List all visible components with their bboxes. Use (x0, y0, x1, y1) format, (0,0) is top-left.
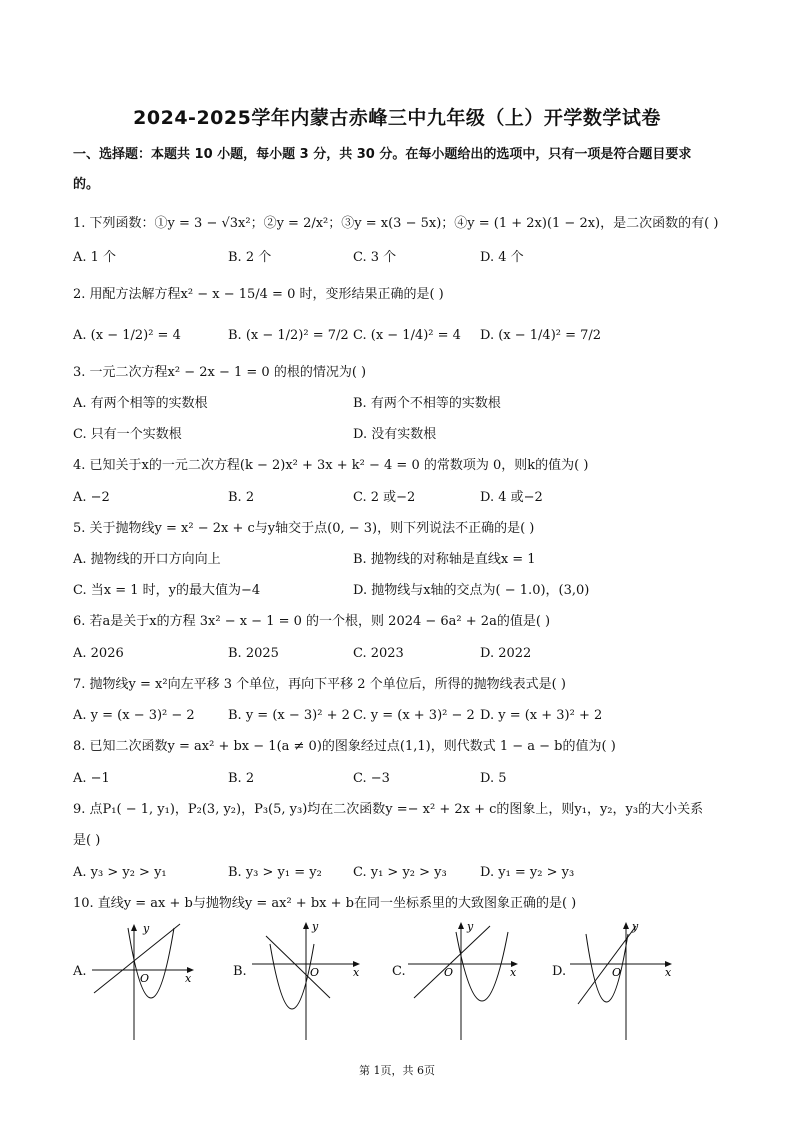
y-label: y (632, 920, 639, 933)
q1-option-a: A. 1 个 (73, 250, 117, 265)
x-label: x (185, 972, 192, 985)
parabola (456, 932, 508, 1001)
q3-option-b: B. 有两个不相等的实数根 (353, 396, 501, 411)
q10-option-d: D. (552, 964, 567, 979)
parabola (586, 934, 628, 1002)
line-graph (266, 936, 330, 998)
question-5: 5. 关于抛物线y = x² − 2x + c与y轴交于点(0, − 3)，则下列说法不正确的是( ) (73, 521, 535, 536)
q4-option-a: A. −2 (73, 490, 110, 505)
question-1: 1. 下列函数：①y = 3 − √3x²；②y = 2/x²；③y = x(3 − 5x)；④y = (1 + 2x)(1 − 2x)，是二次函数的有( ) (73, 216, 719, 231)
q5-option-a: A. 抛物线的开口方向向上 (73, 552, 221, 567)
q2-option-b: B. (x − 1/2)² = 7/2 (228, 328, 349, 343)
parabola (270, 944, 314, 1009)
y-arrow (623, 922, 629, 929)
q9-option-d: D. y₁ = y₂ > y₃ (480, 865, 575, 880)
q3-option-a: A. 有两个相等的实数根 (73, 396, 208, 411)
q2-option-d: D. (x − 1/4)² = 7/2 (480, 328, 602, 343)
q6-option-a: A. 2026 (73, 646, 124, 661)
question-7: 7. 抛物线y = x²向左平移 3 个单位，再向下平移 2 个单位后，所得的抛物线表式是( ) (73, 677, 566, 692)
question-2: 2. 用配方法解方程x² − x − 15/4 = 0 时，变形结果正确的是( ) (73, 287, 444, 302)
q1-option-c: C. 3 个 (353, 250, 397, 265)
x-label: x (665, 966, 672, 979)
question-6: 6. 若a是关于x的方程 3x² − x − 1 = 0 的一个根，则 2024 − 6a² + 2a的值是( ) (73, 614, 551, 629)
q6-option-c: C. 2023 (353, 646, 404, 661)
section-heading-cont: 的。 (73, 177, 100, 192)
graph-c (404, 918, 544, 1048)
q9-option-a: A. y₃ > y₂ > y₁ (73, 865, 167, 880)
parabola (128, 928, 174, 998)
origin-label: O (444, 966, 454, 979)
q1-option-d: D. 4 个 (480, 250, 524, 265)
origin-label: O (612, 966, 622, 979)
q8-option-b: B. 2 (228, 771, 255, 786)
x-label: x (510, 966, 517, 979)
q6-option-d: D. 2022 (480, 646, 532, 661)
line-graph (94, 924, 180, 993)
q7-option-a: A. y = (x − 3)² − 2 (73, 708, 195, 723)
q7-option-c: C. y = (x + 3)² − 2 (353, 708, 475, 723)
q9-option-c: C. y₁ > y₂ > y₃ (353, 865, 447, 880)
section-heading: 一、选择题：本题共 10 小题，每小题 3 分，共 30 分。在每小题给出的选项中，只有一项是符合题目要求 (73, 147, 692, 162)
graph-a (88, 918, 228, 1048)
q3-option-d: D. 没有实数根 (353, 427, 437, 442)
question-8: 8. 已知二次函数y = ax² + bx − 1(a ≠ 0)的图象经过点(1,1)，则代数式 1 − a − b的值为( ) (73, 739, 616, 754)
origin-label: O (310, 966, 320, 979)
page-footer: 第 1页，共 6页 (359, 1064, 435, 1077)
q10-option-a: A. (73, 964, 87, 979)
line-graph (414, 926, 490, 998)
q7-option-d: D. y = (x + 3)² + 2 (480, 708, 603, 723)
question-9-cont: 是( ) (73, 833, 101, 848)
q3-option-c: C. 只有一个实数根 (73, 427, 182, 442)
page-title: 2024-2025学年内蒙古赤峰三中九年级（上）开学数学试卷 (133, 107, 661, 129)
y-arrow (458, 922, 464, 929)
y-label: y (143, 922, 150, 935)
q10-option-b: B. (233, 964, 247, 979)
q2-option-a: A. (x − 1/2)² = 4 (73, 328, 181, 343)
y-arrow (131, 924, 137, 931)
q4-option-c: C. 2 或−2 (353, 490, 416, 505)
question-9: 9. 点P₁( − 1, y₁)，P₂(3, y₂)，P₃(5, y₃)均在二次函数y =− x² + 2x + c的图象上，则y₁，y₂，y₃的大小关系 (73, 802, 704, 817)
q4-option-d: D. 4 或−2 (480, 490, 543, 505)
q5-option-b: B. 抛物线的对称轴是直线x = 1 (353, 552, 536, 567)
q9-option-b: B. y₃ > y₁ = y₂ (228, 865, 322, 880)
q1-option-b: B. 2 个 (228, 250, 272, 265)
q6-option-b: B. 2025 (228, 646, 279, 661)
question-10: 10. 直线y = ax + b与抛物线y = ax² + bx + b在同一坐标系里的大致图象正确的是( ) (73, 896, 577, 911)
graph-b (248, 918, 388, 1048)
q7-option-b: B. y = (x − 3)² + 2 (228, 708, 350, 723)
question-3: 3. 一元二次方程x² − 2x − 1 = 0 的根的情况为( ) (73, 365, 367, 380)
x-label: x (353, 966, 360, 979)
origin-label: O (140, 972, 150, 985)
y-arrow (303, 922, 309, 929)
q4-option-b: B. 2 (228, 490, 255, 505)
q8-option-a: A. −1 (73, 771, 110, 786)
y-label: y (312, 920, 319, 933)
q8-option-d: D. 5 (480, 771, 507, 786)
q5-option-c: C. 当x = 1 时，y的最大值为−4 (73, 583, 261, 598)
graph-d (566, 918, 706, 1048)
q2-option-c: C. (x − 1/4)² = 4 (353, 328, 461, 343)
question-4: 4. 已知关于x的一元二次方程(k − 2)x² + 3x + k² − 4 = 0 的常数项为 0，则k的值为( ) (73, 458, 589, 473)
q10-option-c: C. (392, 964, 406, 979)
y-label: y (467, 920, 474, 933)
q5-option-d: D. 抛物线与x轴的交点为( − 1.0)，(3,0) (353, 583, 590, 598)
q8-option-c: C. −3 (353, 771, 390, 786)
